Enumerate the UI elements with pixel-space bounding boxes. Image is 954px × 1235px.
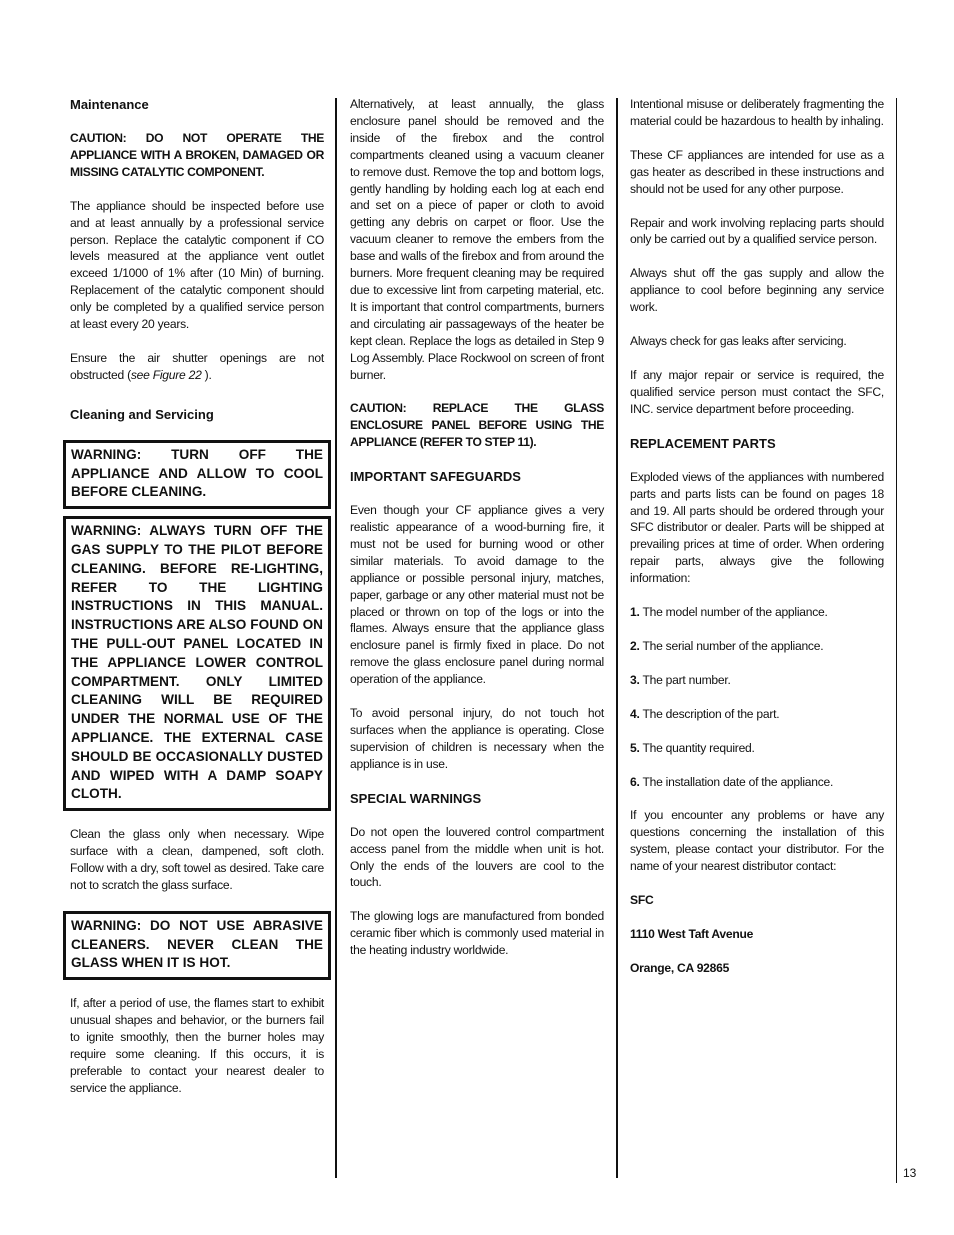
parts-info-list	[630, 604, 884, 790]
shutter-text-b: ).	[201, 367, 212, 382]
heading-special-warnings: SPECIAL WARNINGS	[350, 790, 482, 806]
column-middle	[350, 96, 604, 976]
list-number: 3.	[630, 672, 640, 687]
figure-reference: see Figure 22	[130, 367, 202, 382]
column-divider-1	[335, 98, 337, 1178]
paragraph-repair: Repair and work involving replacing parts should only be carried out by a qualified service person.	[630, 215, 884, 247]
list-text: The serial number of the appliance.	[639, 638, 824, 653]
paragraph-air-shutter	[70, 350, 324, 384]
list-item	[630, 740, 884, 757]
paragraph-clean-glass: Clean the glass only when necessary. Wipe surface with a clean, dampened, soft cloth. Follow with a dry, soft towel as desired. Take care not to scratch the glass surface.	[70, 827, 324, 892]
paragraph-glowing-logs: The glowing logs are manufactured from bonded ceramic fiber which is commonly used material in the heating industry worldwide.	[350, 909, 604, 958]
spacer	[70, 987, 324, 995]
warning-box-gas: WARNING: ALWAYS TURN OFF THE GAS SUPPLY TO THE PILOT BEFORE CLEANING. BEFORE RE-LIGHTING, REFER TO THE LIGHTING INSTRUCTIONS IN THIS MANUAL. INSTRUCTIONS ARE ALSO FOUND ON THE PULL-OUT PANEL LOCATED IN THE APPLIANCE LOWER CONTROL COMPARTMENT. ONLY LIMITED CLEANING WILL BE REQUIRED UNDER THE NORMAL USE OF THE APPLIANCE. THE EXTERNAL CASE SHOULD BE OCCASIONALLY DUSTED AND WIPED WITH A DAMP SOAPY CLOTH.	[63, 516, 331, 811]
heading-replacement-parts: REPLACEMENT PARTS	[630, 435, 776, 451]
warning-box-cool: WARNING: TURN OFF THE APPLIANCE AND ALLOW TO COOL BEFORE CLEANING.	[63, 440, 331, 509]
heading-cleaning: Cleaning and Servicing	[70, 406, 214, 422]
warning-box-abrasive: WARNING: DO NOT USE ABRASIVE CLEANERS. NEVER CLEAN THE GLASS WHEN IT IS HOT.	[63, 911, 331, 980]
paragraph-cf-intended: These CF appliances are intended for use as a gas heater as described in these instructions and should not be used for any other purpose.	[630, 147, 884, 196]
address-city: Orange, CA 92865	[630, 960, 730, 975]
paragraph-problems: If you encounter any problems or have any questions concerning the installation of this system, please contact your distributor. For the name of your nearest distributor contact:	[630, 808, 884, 874]
address-street: 1110 West Taft Avenue	[630, 927, 754, 941]
list-number: 5.	[630, 740, 640, 755]
heading-safeguards: IMPORTANT SAFEGUARDS	[350, 469, 521, 485]
paragraph-exploded-views: Exploded views of the appliances with numbered parts and parts lists can be found on pages 18 and 19. All parts should be ordered through your SFC distributor or dealer. Parts will be shipped at prevailing prices at time of order. When ordering repair parts, always give the following information:	[630, 469, 884, 586]
list-number: 2.	[630, 638, 640, 653]
list-item	[630, 706, 884, 723]
list-item	[630, 604, 884, 621]
list-item	[630, 774, 884, 791]
paragraph-major-repair: If any major repair or service is required, the qualified service person must contact the SFC, INC. service department before proceeding.	[630, 367, 884, 416]
list-text: The installation date of the appliance.	[639, 774, 834, 789]
paragraph-flames: If, after a period of use, the flames start to exhibit unusual shapes and behavior, or the burners fail to ignite smoothly, then the burner holes may require some cleaning. If this occurs, it is preferable to contact your nearest dealer to service the appliance.	[70, 996, 324, 1095]
list-number: 6.	[630, 774, 640, 789]
spacer	[70, 818, 324, 826]
column-divider-2	[616, 98, 618, 1178]
shutter-text-a: Ensure the air shutter openings are not obstructed (	[70, 350, 324, 382]
paragraph-misuse: Intentional misuse or deliberately fragmenting the material could be hazardous to health by inhaling.	[630, 97, 884, 128]
paragraph-alternatively: Alternatively, at least annually, the glass enclosure panel should be removed and the inside of the firebox and the control compartments cleaned using a vacuum cleaner to remove dust. Remove the top and bottom logs, gently handling by holding each log at each end and set on a piece of paper or cloth to avoid getting any debris on carpet or floor. Use the vacuum cleaner to remove the embers from the base and walls of the firebox and from around the burners. More frequent cleaning may be required due to excessive lint from carpeting material, etc. It is important that control compartments, burners and circulating air passageways of the heater be kept clean. Replace the logs as detailed in Step 9 Log Assembly. Place Rockwool on screen of front burner.	[350, 97, 604, 382]
heading-maintenance: Maintenance	[70, 97, 149, 112]
list-item	[630, 672, 884, 689]
list-number: 1.	[630, 605, 640, 620]
paragraph-louvered: Do not open the louvered control compartment access panel from the middle when unit is hot. Only the ends of the louvers are cool to the touch.	[350, 824, 604, 890]
paragraph-avoid-injury: To avoid personal injury, do not touch hot surfaces when the appliance is operating. Close supervision of children is necessary when the appliance is in use.	[350, 706, 604, 771]
column-right	[630, 96, 884, 994]
caution-glass-panel: CAUTION: REPLACE THE GLASS ENCLOSURE PANEL BEFORE USING THE APPLIANCE (REFER TO STEP 11).	[350, 401, 604, 450]
list-text: The description of the part.	[639, 706, 780, 721]
list-text: The part number.	[639, 672, 731, 687]
paragraph-shut-off: Always shut off the gas supply and allow the appliance to cool before beginning any service work.	[630, 266, 884, 315]
page-number: 13	[903, 1166, 917, 1180]
list-item	[630, 638, 884, 655]
column-divider-3	[896, 98, 897, 1183]
list-text: The model number of the appliance.	[639, 605, 828, 620]
paragraph-even-though: Even though your CF appliance gives a very realistic appearance of a wood-burning fire, it must not be used for burning wood or other similar materials. To avoid damage to the appliance or possible personal injury, matches, paper, garbage or any other material must not be placed or thrown on top of the logs or into the flames. Always ensure that the appliance glass enclosure panel is firmly fixed in place. Do not remove the glass enclosure panel during normal operation of the appliance.	[350, 503, 604, 687]
paragraph-inspection: The appliance should be inspected before use and at least annually by a professional service person. Replace the catalytic component if CO levels measured at the appliance vent outlet exceed 1/1000 of 1% after (10 Min) of burning. Replacement of the catalytic component should only be completed by a qualified service person at least every 20 years.	[70, 198, 324, 332]
caution-catalytic: CAUTION: DO NOT OPERATE THE APPLIANCE WITH A BROKEN, DAMAGED OR MISSING CATALYTIC COMPONENT.	[70, 131, 324, 179]
column-left	[70, 96, 324, 1114]
list-number: 4.	[630, 706, 640, 721]
paragraph-check-leaks: Always check for gas leaks after servicing.	[630, 334, 847, 349]
address-company: SFC	[630, 893, 654, 908]
list-text: The quantity required.	[639, 740, 755, 755]
